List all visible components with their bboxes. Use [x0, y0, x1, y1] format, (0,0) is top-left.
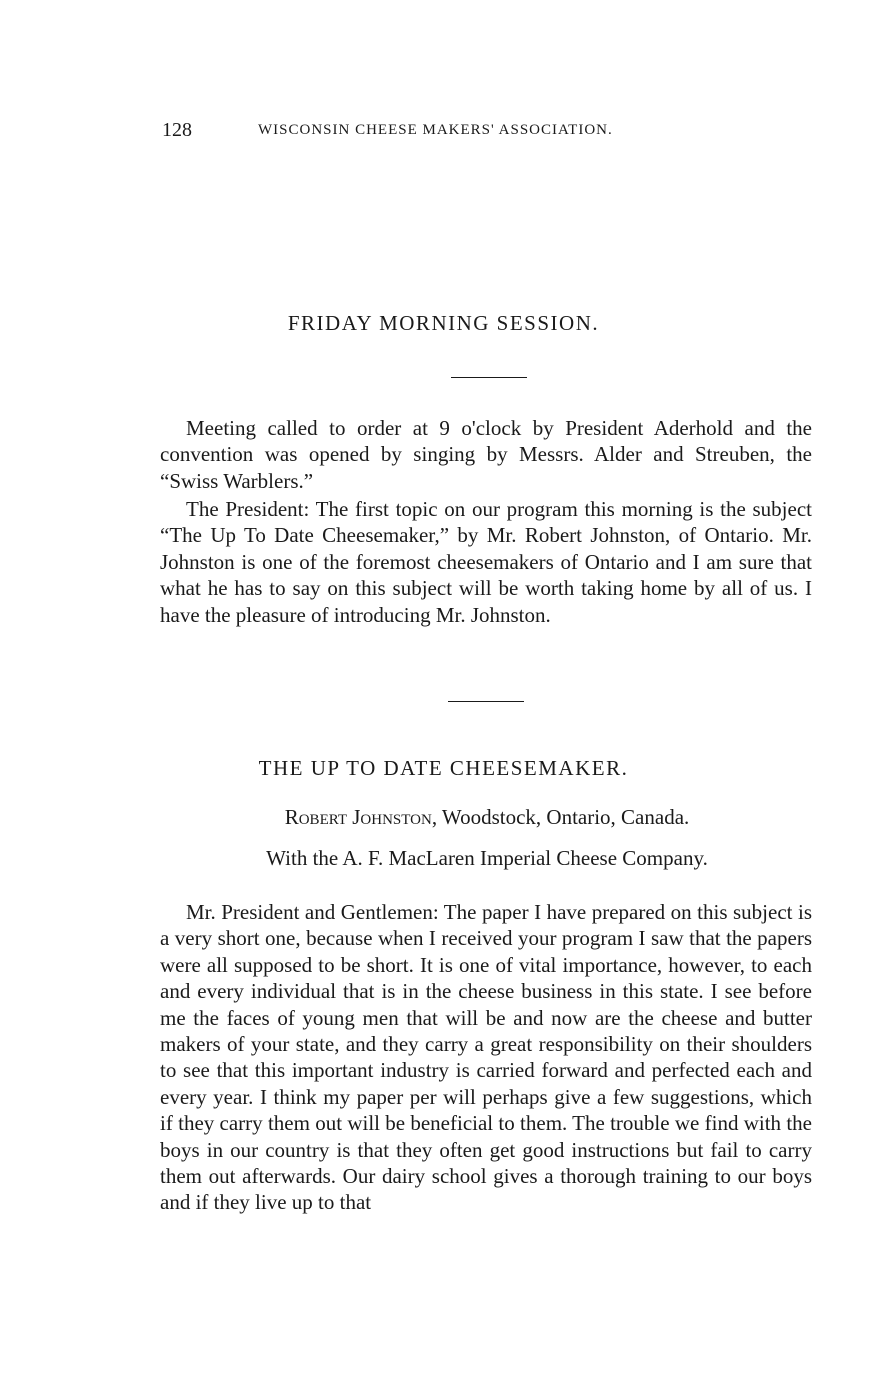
author-byline [0, 805, 887, 830]
opening-paragraph: Meeting called to order at 9 o'clock by President Aderhold and the convention was opened by singing by Messrs. Alder and Streuben, the “Swiss Warblers.” [160, 416, 812, 493]
paper-title: THE UP TO DATE CHEESEMAKER. [258, 756, 629, 780]
session-heading: FRIDAY MORNING SESSION. [287, 311, 600, 335]
running-head [162, 119, 822, 147]
paper-body-paragraph: Mr. President and Gentlemen: The paper I have prepared on this subject is a very short one, because when I received your program I saw that the papers were all supposed to be short. It is one of vital importance, however, to each and every individual that is in the cheese business in this state. I see before me the faces of young men that will be and now are the cheese and butter makers of your state, and they carry a great responsibility on their shoulders to see that this important industry is carried forward and perfected each and every year. I think my paper per will perhaps give a few suggestions, which if they carry them out will be beneficial to them. The trouble we find with the boys in our country is that they often get good instructions but fail to carry them out afterwards. Our dairy school gives a thorough training to our boys and if they live up to that [160, 900, 812, 1215]
running-title: WISCONSIN CHEESE MAKERS' ASSOCIATION. [258, 122, 613, 138]
president-remarks-paragraph: The President: The first topic on our program this morning is the subject “The Up To Date Cheesemaker,” by Mr. Robert Johnston, of Ontario. Mr. Johnston is one of the foremost cheesemakers of Ontario and I am sure that what he has to say on this subject will be worth taking home by all of us. I have the pleasure of introducing Mr. Johnston. [160, 497, 812, 627]
author-location: , Woodstock, Ontario, Canada. [431, 805, 690, 829]
author-affiliation: With the A. F. MacLaren Imperial Cheese Company. [266, 846, 708, 870]
page-number: 128 [162, 119, 192, 141]
author-name: Robert Johnston [284, 805, 432, 829]
section-divider-rule [448, 701, 524, 702]
heading-rule [451, 377, 527, 378]
